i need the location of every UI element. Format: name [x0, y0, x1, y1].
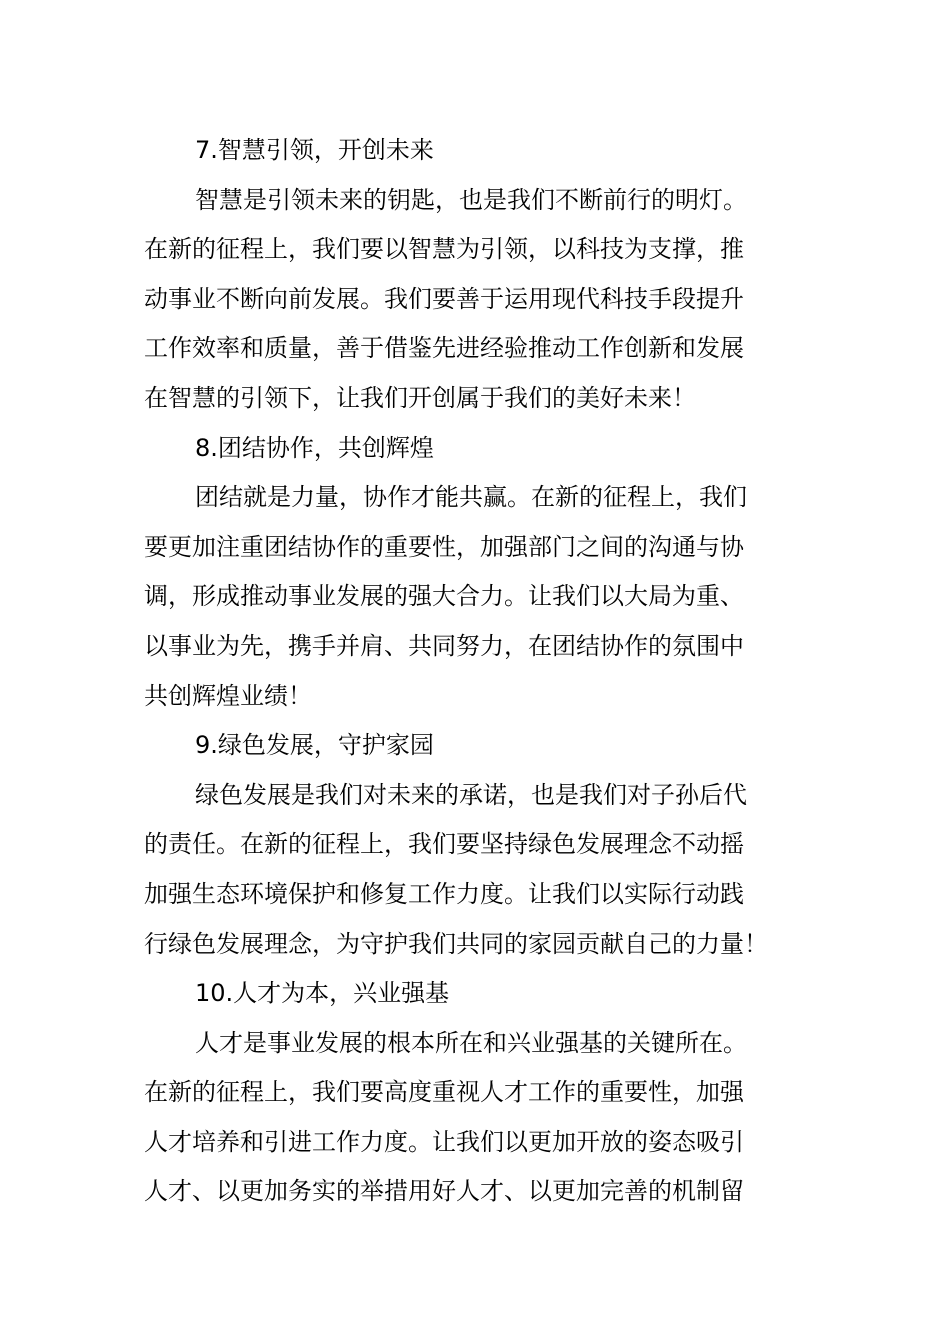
section-heading-10: 10.人才为本，兴业强基: [195, 979, 450, 1008]
paragraph-line: 行绿色发展理念，为守护我们共同的家园贡献自己的力量！: [144, 929, 768, 958]
paragraph-line: 以事业为先，携手并肩、共同努力，在团结协作的氛围中: [144, 631, 744, 660]
paragraph-line: 人才、以更加务实的举措用好人才、以更加完善的机制留: [144, 1177, 744, 1206]
paragraph-line: 加强生态环境保护和修复工作力度。让我们以实际行动践: [144, 879, 744, 908]
paragraph-line: 在新的征程上，我们要以智慧为引领，以科技为支撑，推: [144, 235, 744, 264]
paragraph-line: 调，形成推动事业发展的强大合力。让我们以大局为重、: [144, 582, 744, 611]
document-body: [144, 126, 806, 1217]
paragraph-line: 智慧是引领未来的钥匙，也是我们不断前行的明灯。: [195, 185, 747, 214]
paragraph-line: 在智慧的引领下，让我们开创属于我们的美好未来！: [144, 383, 696, 412]
paragraph-line: 绿色发展是我们对未来的承诺，也是我们对子孙后代: [195, 780, 747, 809]
paragraph-line: 在新的征程上，我们要高度重视人才工作的重要性，加强: [144, 1078, 744, 1107]
paragraph-line: 人才是事业发展的根本所在和兴业强基的关键所在。: [195, 1028, 747, 1057]
paragraph-line: 的责任。在新的征程上，我们要坚持绿色发展理念不动摇: [144, 830, 744, 859]
section-heading-9: 9.绿色发展，守护家园: [195, 731, 434, 760]
section-heading-7: 7.智慧引领，开创未来: [195, 136, 434, 164]
paragraph-line: 共创辉煌业绩！: [144, 681, 312, 710]
paragraph-line: 工作效率和质量，善于借鉴先进经验推动工作创新和发展: [144, 334, 744, 363]
paragraph-line: 要更加注重团结协作的重要性，加强部门之间的沟通与协: [144, 532, 744, 561]
paragraph-line: 动事业不断向前发展。我们要善于运用现代科技手段提升: [144, 284, 744, 313]
section-heading-8: 8.团结协作，共创辉煌: [195, 433, 434, 462]
paragraph-line: 人才培养和引进工作力度。让我们以更加开放的姿态吸引: [144, 1127, 744, 1156]
paragraph-line: 团结就是力量，协作才能共赢。在新的征程上，我们: [195, 483, 747, 512]
